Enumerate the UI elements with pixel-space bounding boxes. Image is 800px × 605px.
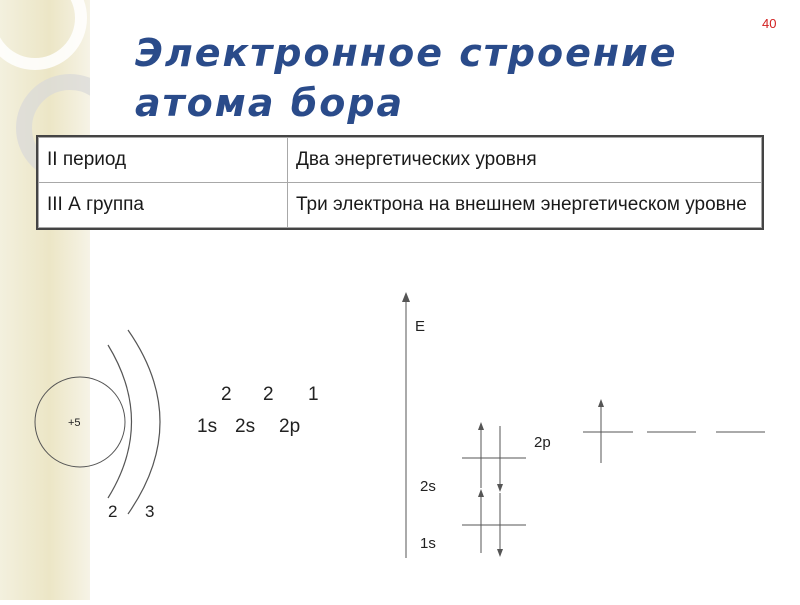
table-cell: II период: [39, 138, 288, 183]
arrow-down-icon: [497, 549, 503, 557]
table-cell: Три электрона на внешнем энергетическом уровне: [288, 183, 762, 228]
config-orbital: 2s: [235, 416, 256, 437]
arrow-up-icon: [598, 399, 604, 407]
page-title: Электронное строение атома бора: [135, 31, 678, 125]
shell-count: 2: [108, 502, 118, 521]
energy-diagram: [402, 292, 765, 558]
table-cell: Два энергетических уровня: [288, 138, 762, 183]
arrow-down-icon: [497, 484, 503, 492]
config-orbital: 1s: [197, 416, 218, 437]
config-superscript: 2: [263, 384, 274, 405]
config-superscript: 1: [308, 384, 319, 405]
page-number: 40: [762, 16, 777, 31]
arrow-up-icon: [478, 489, 484, 497]
energy-axis-label: E: [415, 318, 426, 335]
electron-shell-1: [108, 345, 132, 498]
nucleus-charge: +5: [68, 417, 81, 429]
atom-diagram: [35, 330, 160, 521]
table-cell: III А группа: [39, 183, 288, 228]
shell-count: 3: [145, 502, 155, 521]
arrow-up-icon: [478, 422, 484, 430]
energy-axis-arrow-icon: [402, 292, 410, 302]
electron-shell-2: [128, 330, 160, 514]
level-label-1s: 1s: [420, 535, 436, 552]
level-label-2p: 2p: [534, 434, 551, 451]
level-label-2s: 2s: [420, 478, 436, 495]
electron-configuration: [197, 384, 319, 437]
config-orbital: 2p: [279, 416, 301, 437]
config-superscript: 2: [221, 384, 232, 405]
